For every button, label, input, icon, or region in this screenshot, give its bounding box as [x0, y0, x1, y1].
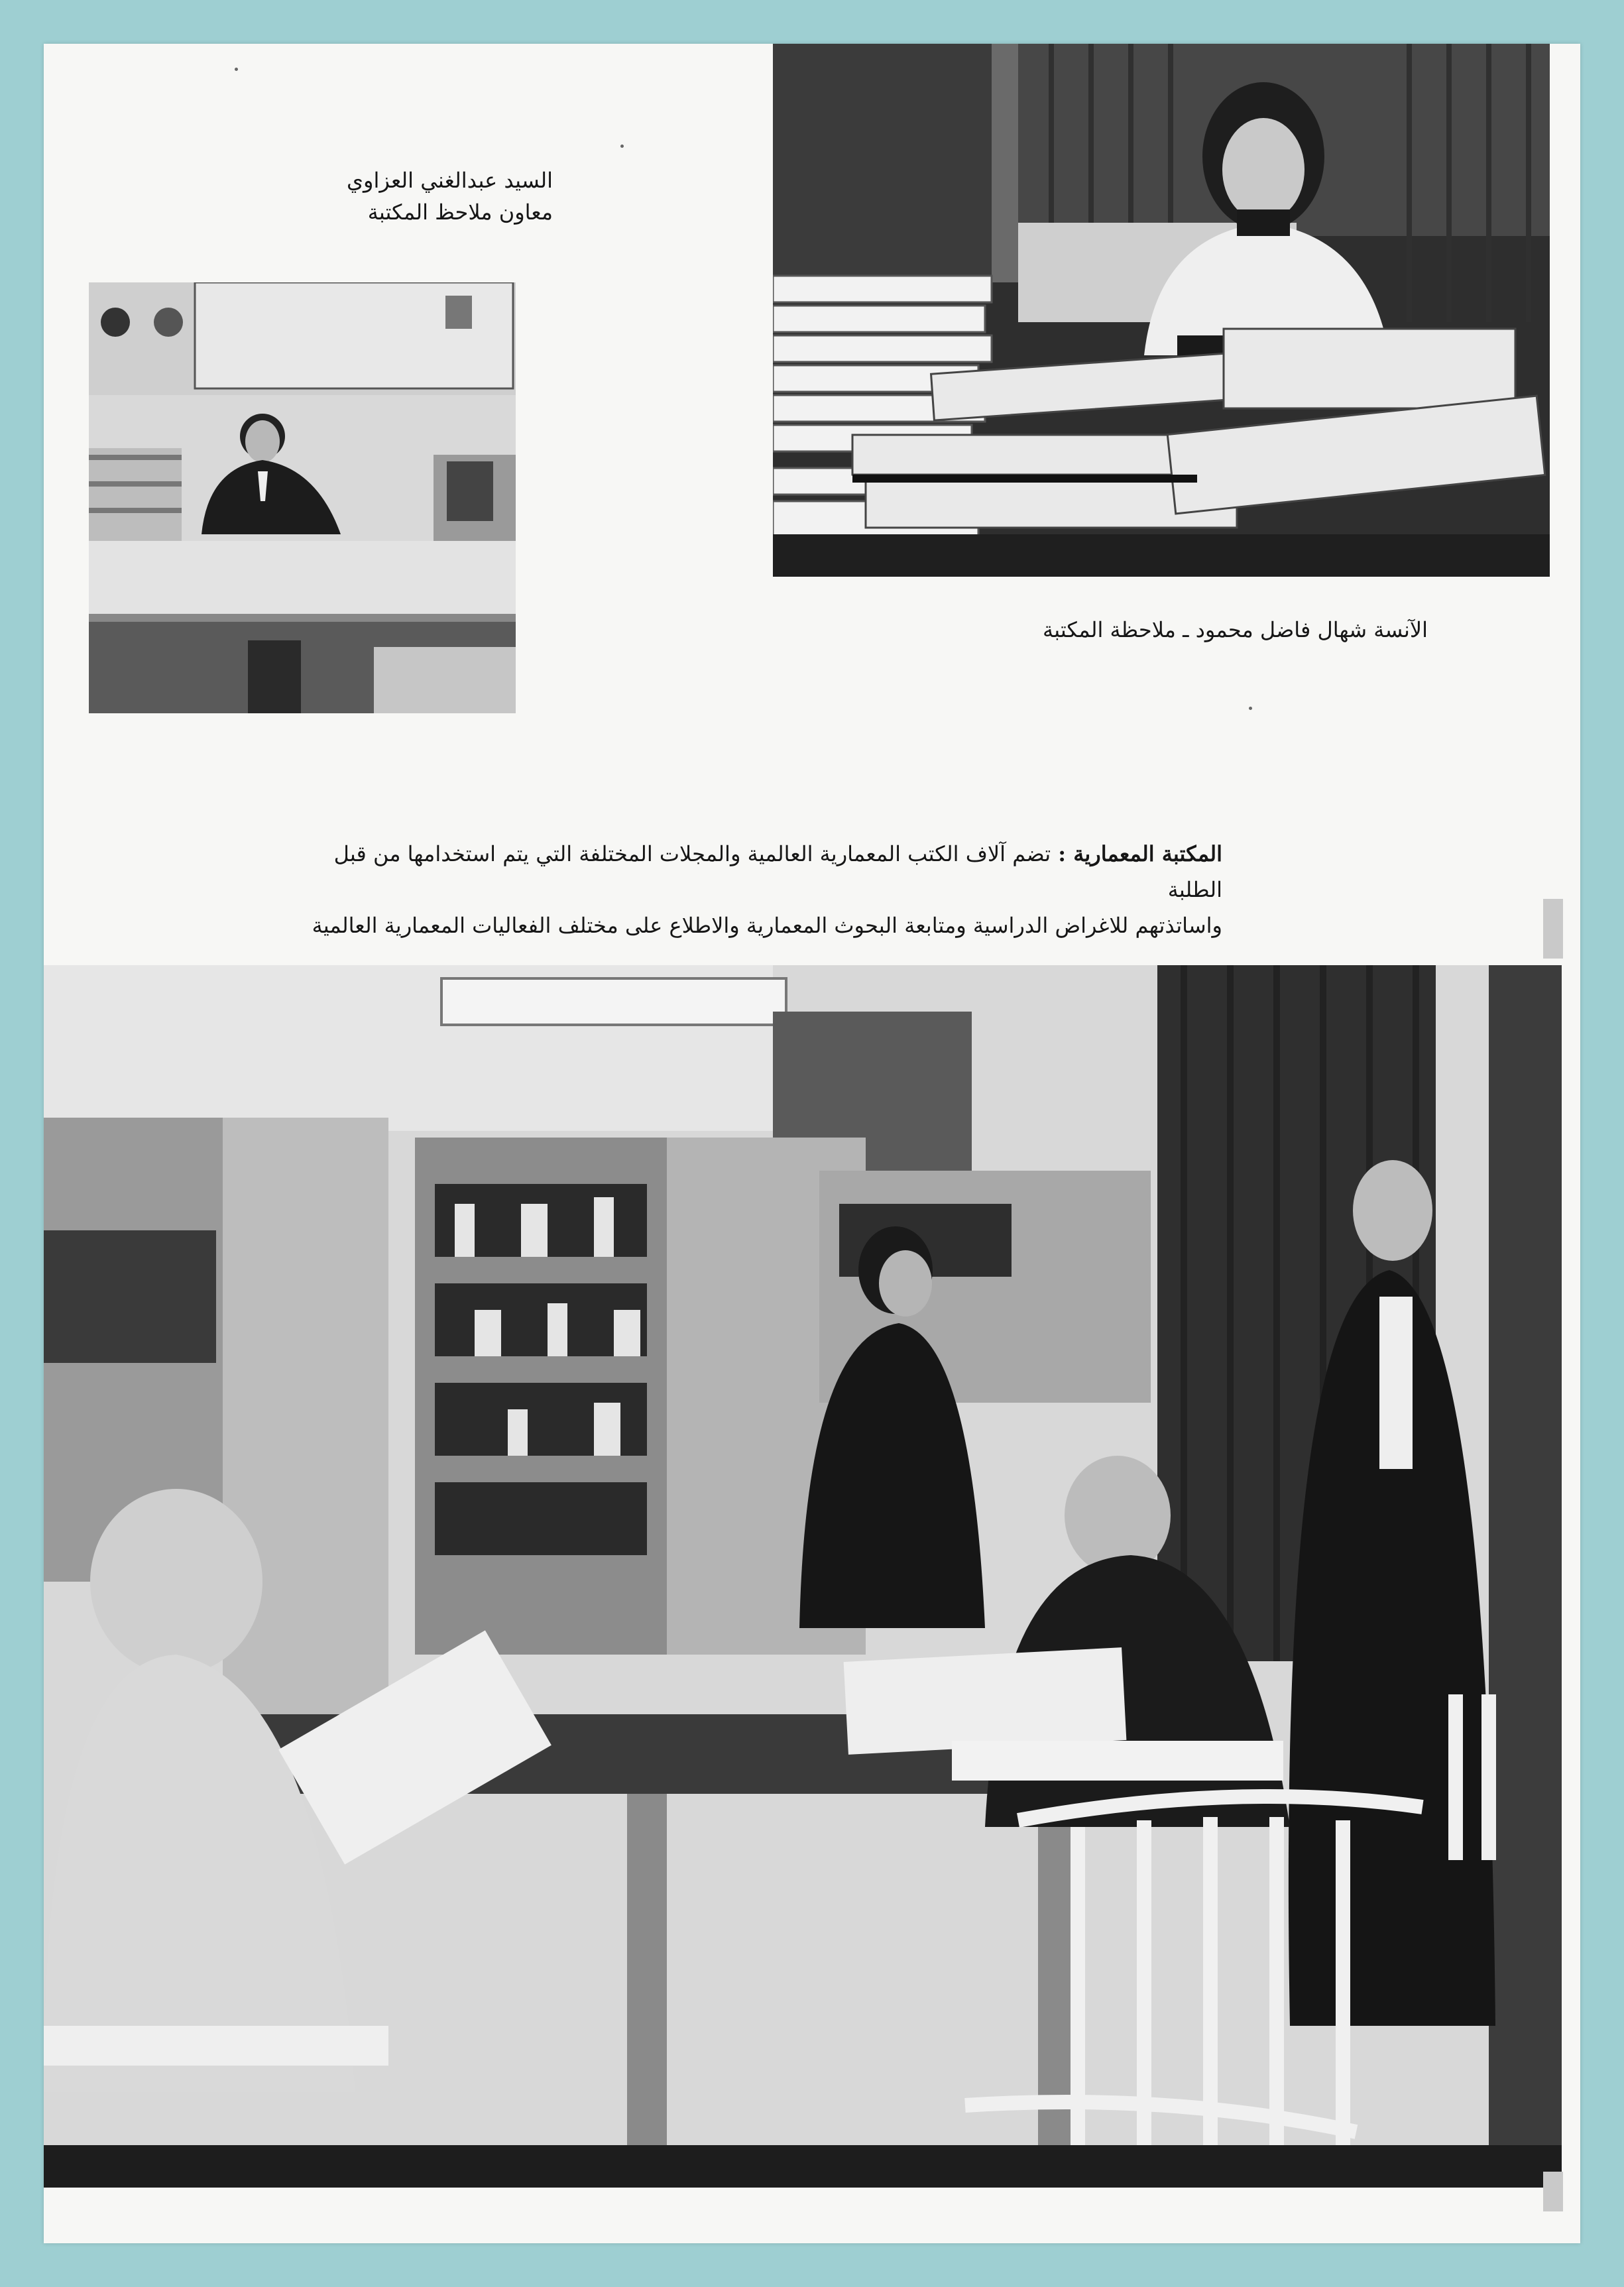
library-line-2: واساتذتهم للاغراض الدراسية ومتابعة البحوث المعمارية والاطلاع على مختلف الفعاليات المعمارية العالمية — [312, 913, 1222, 938]
assistant-photo — [89, 282, 516, 713]
scan-speck — [235, 68, 238, 71]
library-line-1: تضم آلاف الكتب المعمارية العالمية والمجلات المختلفة التي يتم استخدامها من قبل الطلبة — [333, 841, 1222, 902]
assistant-caption — [274, 164, 553, 228]
assistant-name: السيد عبدالغني العزاوي — [346, 168, 553, 193]
scan-edge-strip — [1543, 2172, 1563, 2211]
library-heading: المكتبة المعمارية : — [1058, 841, 1222, 866]
document-page — [44, 44, 1580, 2243]
librarian-photo — [773, 44, 1550, 577]
scan-edge-strip — [1543, 899, 1563, 959]
library-caption — [294, 836, 1222, 943]
assistant-title: معاون ملاحظ المكتبة — [367, 200, 553, 225]
librarian-caption: الآنسة شهال فاضل محمود ـ ملاحظة المكتبة — [1043, 617, 1428, 642]
reading-room-photo — [44, 965, 1562, 2188]
scan-speck — [1249, 707, 1252, 710]
scan-speck — [620, 145, 624, 148]
